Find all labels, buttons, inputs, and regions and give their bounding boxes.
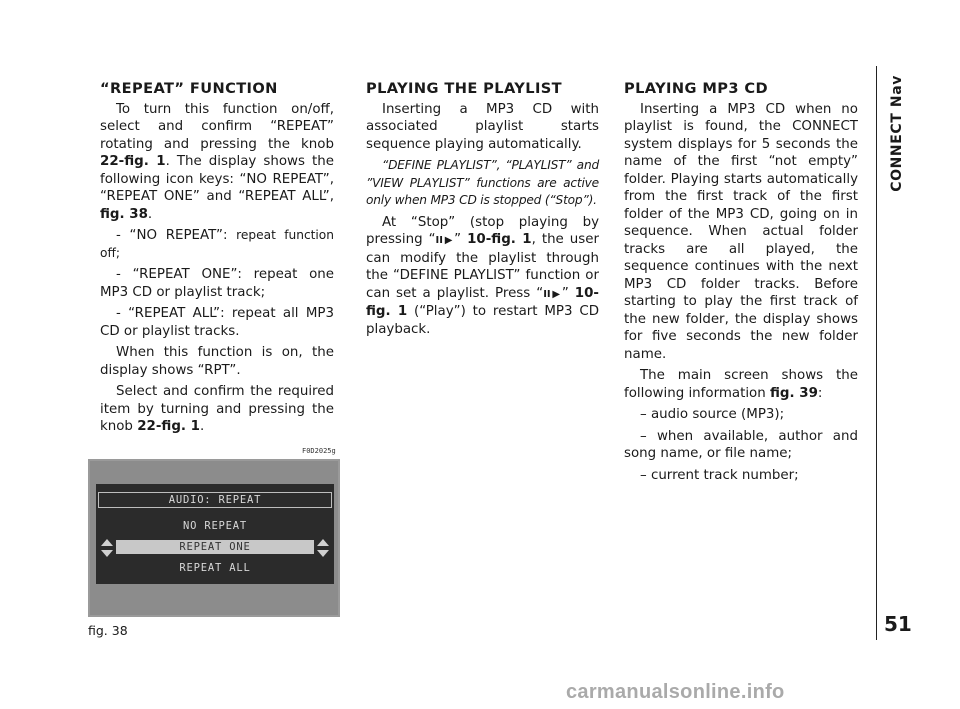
paragraph-main-screen: The main screen shows the following information fig. 39: [624,368,858,401]
item-no-repeat: - “NO REPEAT”: repeat function off; [100,228,334,260]
play-pause-icon: II▶ [435,235,455,246]
section-title: CONNECT Nav [889,75,905,192]
heading-repeat-function: “REPEAT” FUNCTION [100,80,278,97]
item-repeat-one: - “REPEAT ONE”: repeat one MP3 CD or playlist track; [100,267,334,300]
play-pause-icon: II▶ [543,288,562,300]
page-number: 51 [884,612,912,636]
watermark: carmanualsonline.info [566,681,785,703]
option-repeat-all: REPEAT ALL [179,562,251,574]
figure-38-display [88,459,340,617]
item-repeat-all: - “REPEAT ALL”: repeat all MP3 CD or playlist tracks. [100,306,334,339]
option-no-repeat: NO REPEAT [182,520,248,532]
figure-code: F0D2025g [302,447,336,455]
heading-playing-mp3: PLAYING MP3 CD [624,80,769,97]
column-repeat-function [100,80,334,440]
display-title: AUDIO: REPEAT [98,492,332,508]
figure-label: fig. 38 [88,623,128,638]
paragraph-playlist-auto: Inserting a MP3 CD with associated playlist starts sequence playing automatically. [366,101,599,152]
display-bezel [90,461,338,615]
display-screen [96,484,334,584]
paragraph-rpt: When this function is on, the display shows “RPT”. [100,345,334,378]
paragraph-playlist-note: “DEFINE PLAYLIST”, “PLAYLIST” and ”VIEW PLAYLIST” functions are active only when MP3 CD is stopped (“Stop”). [366,158,599,207]
up-down-arrow-icon [100,538,114,558]
heading-playing-playlist: PLAYING THE PLAYLIST [366,80,563,97]
list-item-track-number: – current track number; [640,467,799,483]
paragraph-repeat-intro: To turn this function on/off, select and confirm “REPEAT” rotating and pressing the knob 22-fig. 1. The display shows the following icon keys: “NO REPEAT”, “REPEAT ONE” and “REPEAT ALL”, fig. 38. [100,101,334,222]
column-playing-playlist [366,80,599,342]
paragraph-select-confirm: Select and confirm the required item by turning and pressing the knob 22-fig. 1. [100,384,334,434]
paragraph-stop-play: At “Stop” (stop playing by pressing “II▶” 10-fig. 1, the user can modify the playlist through the “DEFINE PLAYLIST” function or can set a playlist. Press “II▶” 10-fig. 1 (“Play”) to restart MP3 CD playback. [366,214,600,337]
option-repeat-one-selected: REPEAT ONE [116,540,314,554]
up-down-arrow-icon [316,538,330,558]
list-item-author-song: – when available, author and song name, or file name; [624,428,858,461]
list-item-audio-source: – audio source (MP3); [640,407,785,422]
column-playing-mp3 [624,80,858,488]
sidebar-rule [876,66,877,640]
paragraph-mp3-intro: Inserting a MP3 CD when no playlist is found, the CONNECT system displays for 5 seconds the name of the first “not empty” folder. Playing starts automatically from the first track of the first folder of the MP3 CD, going on in sequence. When actual folder tracks are all played, the sequence continues with the next MP3 CD folder tracks. Before starting to play the first track of the new folder, the display shows for five seconds the new folder name. [624,101,858,362]
